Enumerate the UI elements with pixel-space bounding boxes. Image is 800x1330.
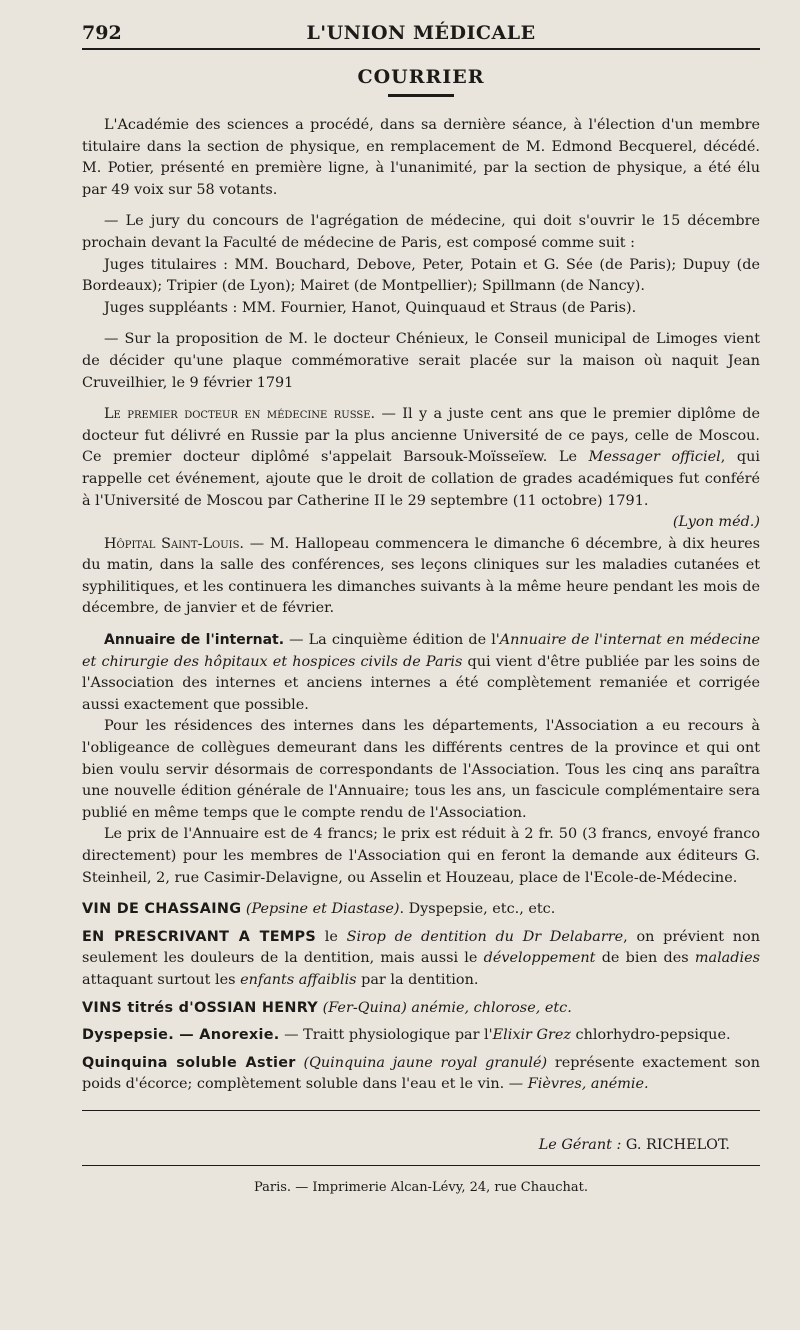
divider-rule (82, 1110, 760, 1111)
title-rule (388, 94, 454, 97)
paragraph-academie: L'Académie des sciences a procédé, dans sa dernière séance, à l'élection d'un membre titulaire dans la section de physique, en remplacement de M. Edmond Becquerel, décédé. M. Potier, présenté en première ligne, à l'unanimité, par la section de physique, a été élu par 49 voix sur 58 votants. (82, 117, 760, 198)
paragraph-prix: Le prix de l'Annuaire est de 4 francs; le prix est réduit à 2 fr. 50 (3 francs, envoyé franco directement) pour les membres de l'Association qui en feront la demande aux éditeurs G. Steinheil, 2, rue Casimir-Delavigne, ou Asselin et Houzeau, place de l'Ecole-de-Médecine. (82, 826, 760, 886)
gerant-signature: Le Gérant : G. RICHELOT. (538, 1136, 730, 1153)
annuaire-heading: Annuaire de l'internat. (104, 632, 285, 649)
hopital-heading: Hôpital Saint-Louis. (104, 535, 245, 552)
ad-vin-chassaing: VIN DE CHASSAING (Pepsine et Diastase). Dyspepsie, etc., etc. (82, 901, 556, 918)
ad-quinquina-astier: Quinquina soluble Astier (Quinquina jaune royal granulé) représente exactement son poids d'écorce; complètement soluble dans l'eau et le vin. — Fièvres, anémie. (82, 1054, 760, 1093)
paragraph-juges-suppleants: Juges suppléants : MM. Fournier, Hanot, Quinquaud et Straus (de Paris). (104, 299, 637, 316)
paragraph-annuaire: Annuaire de l'internat. — La cinquième édition de l'Annuaire de l'internat en médecine et chirurgie des hôpitaux et hospices civils de Paris qui vient d'être publiée par les soins de l'Association des internes et anciens internes a été complètement remaniée et corrigée aussi exactement que possible. (82, 632, 760, 713)
page-header (82, 14, 760, 50)
printer-imprint: Paris. — Imprimerie Alcan-Lévy, 24, rue Chauchat. (253, 1179, 589, 1195)
premier-docteur-heading: Le premier docteur en médecine russe. (104, 406, 376, 423)
ad-sirop-dentition: EN PRESCRIVANT A TEMPS le Sirop de dentition du Dr Delabarre, on prévient non seulement les douleurs de la dentition, mais aussi le développement de bien des maladies attaquant surtout les enfants affaiblis par la dentition. (82, 928, 760, 988)
paragraph-premier-docteur: Le premier docteur en médecine russe. — Il y a juste cent ans que le premier diplôme de docteur fut délivré en Russie par la plus ancienne Université de ce pays, celle de Moscou. Ce premier docteur diplômé s'appelait Barsouk-Moïsseïew. Le Messager officiel, qui rappelle cet événement, ajoute que le droit de collation de grades académiques fut conféré à l'Université de Moscou par Catherine II le 29 septembre (11 octobre) 1791. (82, 406, 760, 509)
section-title: COURRIER (357, 66, 485, 88)
source-lyon-med: (Lyon méd.) (672, 514, 760, 531)
paragraph-residences: Pour les résidences des internes dans les départements, l'Association a eu recours à l'obligeance de collègues demeurant dans les différents centres de la province et qui ont bien voulu servir désormais de correspondants de l'Association. Tous les cinq ans paraîtra une nouvelle édition générale de l'Annuaire; tous les ans, un fascicule complémentaire sera publié en même temps que le compte rendu de l'Association. (82, 718, 760, 821)
ad-elixir-grez: Dyspepsie. — Anorexie. — Traitt physiologique par l'Elixir Grez chlorhydro-pepsique. (82, 1027, 731, 1044)
paragraph-juges-titulaires: Juges titulaires : MM. Bouchard, Debove, Peter, Potain et G. Sée (de Paris); Dupuy (de Bordeaux); Tripier (de Lyon); Mairet (de Montpellier); Spillmann (de Nancy). (82, 256, 760, 295)
paragraph-hopital-saint-louis: Hôpital Saint-Louis. — M. Hallopeau commencera le dimanche 6 décembre, à dix heures du matin, dans la salle des conférences, ses leçons cliniques sur les maladies cutanées et syphilitiques, et les continuera les dimanches suivants à la même heure pendant les mois de décembre, de janvier et de février. (82, 535, 761, 617)
page-number: 792 (82, 22, 122, 44)
paragraph-jury: — Le jury du concours de l'agrégation de médecine, qui doit s'ouvrir le 15 décembre prochain devant la Faculté de médecine de Paris, est composé comme suit : (82, 213, 760, 251)
paragraph-limoges: — Sur la proposition de M. le docteur Chénieux, le Conseil municipal de Limoges vient de décider qu'une plaque commémorative serait placée sur la maison où naquit Jean Cruveilhier, le 9 février 1791 (82, 331, 760, 391)
footer-rule (82, 1165, 760, 1166)
ad-ossian-henry: VINS titrés d'OSSIAN HENRY (Fer-Quina) anémie, chlorose, etc. (82, 999, 572, 1016)
journal-title: L'UNION MÉDICALE (306, 22, 536, 44)
